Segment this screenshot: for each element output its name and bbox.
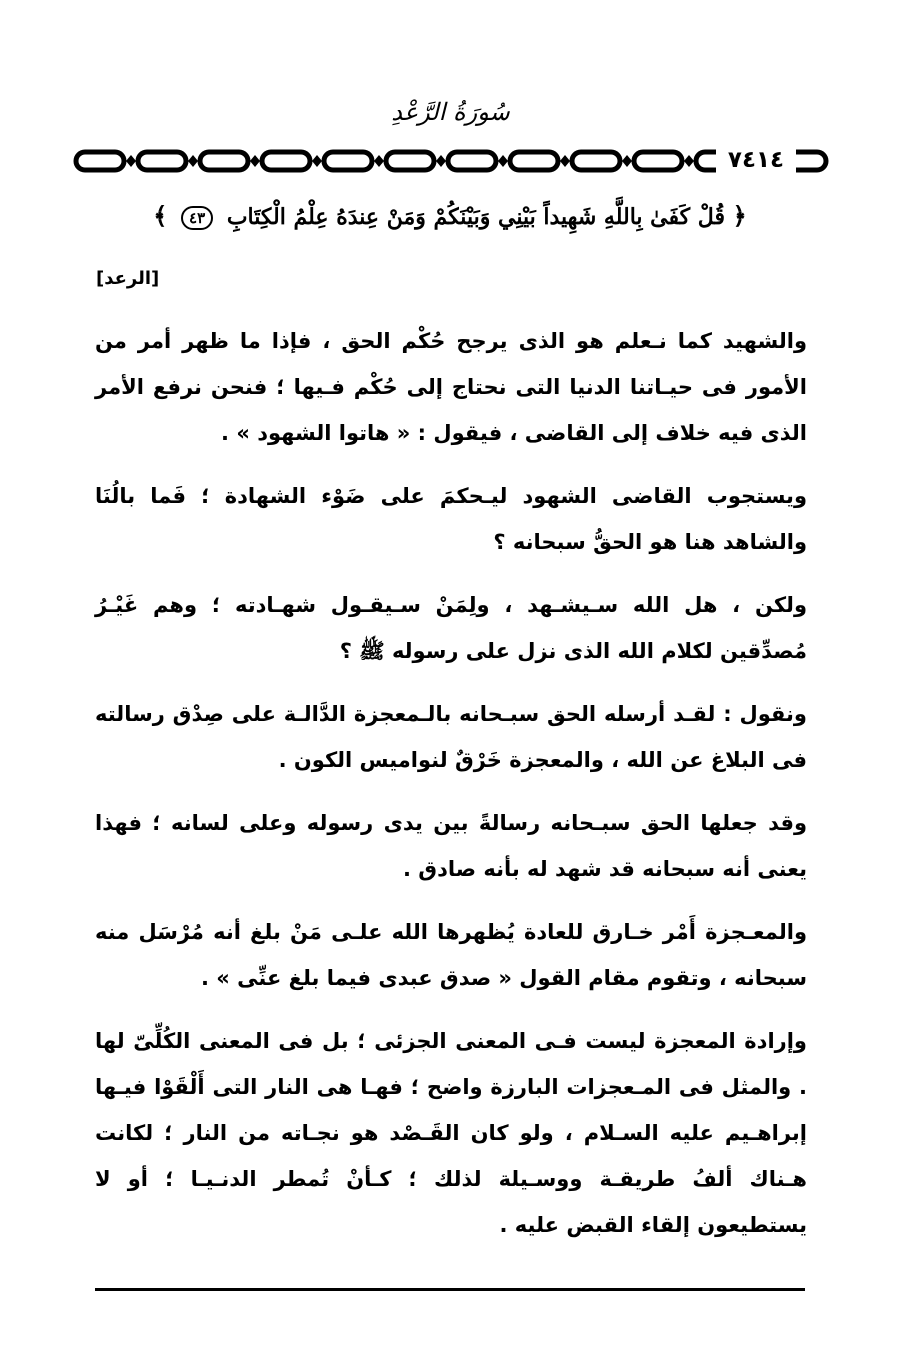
ayah-number-badge: ٤٣ [181,206,213,230]
paragraph: ويستجوب القاضى الشهود ليـحكمَ على ضَوْء الشهادة ؛ فَما بالُنَا والشاهد هنا هو الحقُّ سبحانه ؟ [95,484,807,554]
footer-rule [95,1288,805,1291]
paragraph: ولكن ، هل الله سـيشـهد ، ولِمَنْ سـيقـول شهـادته ؛ وهم غَيْـرُ مُصدِّقين لكلام الله الذى نزل على رسوله ﷺ ؟ [95,593,807,663]
paragraph: وإرادة المعجزة ليست فـى المعنى الجزئى ؛ بل فى المعنى الكُلِّىّ لها . والمثل فى المـعجزات البارزة واضح ؛ فهـا هى النار التى أَلْقَوْا فيـها إبراهـيم عليه السـلام ، ولو كان القَـصْد هو نجـاته من النار ؛ لكانت هـناك ألفُ طريقـة ووسـيلة لذلك ؛ كـأنْ تُمطر الدنـيـا ؛ أو لا يستطيعون إلقاء القبض عليه . [95,1029,807,1237]
paragraph: والشهيد كما نـعلم هو الذى يرجح حُكْم الحق ، فإذا ما ظهر أمر من الأمور فى حيـاتنا الدنيا التى نحتاج إلى حُكْم فـيها ؛ فنحن نرفع الأمر الذى فيه خلاف إلى القاضى ، فيقول : « هاتوا الشهود » . [95,329,807,445]
surah-reference: [الرعد] [96,268,160,289]
verse-close-bracket: ﴾ [153,201,168,230]
surah-title: سُورَةُ الرَّعْدِ [391,98,510,126]
paragraph: والمعـجزة أَمْر خـارق للعادة يُظهرها الله علـى مَنْ بلغ أنه مُرْسَل منه سبحانه ، وتقوم مقام القول « صدق عبدى فيما بلغ عنِّى » . [95,920,807,990]
paragraph: ونقول : لقـد أرسله الحق سبـحانه بالـمعجزة الدَّالـة على صِدْق رسالته فى البلاغ عن الله ، والمعجزة خَرْقٌ لنواميس الكون . [95,702,807,772]
verse-text: قُلْ كَفَىٰ بِاللَّهِ شَهِيداً بَيْنِي وَبَيْنَكُمْ وَمَنْ عِندَهُ عِلْمُ الْكِتَابِ [226,204,725,230]
paragraph: وقد جعلها الحق سبـحانه رسالةً بين يدى رسوله وعلى لسانه ؛ فهذا يعنى أنه سبحانه قد شهد له بأنه صادق . [95,811,807,881]
page-number: ٧٤١٤ [716,146,796,174]
verse-open-bracket: ﴿ [732,201,747,230]
quran-verse [100,194,800,238]
commentary-text [95,318,807,1265]
